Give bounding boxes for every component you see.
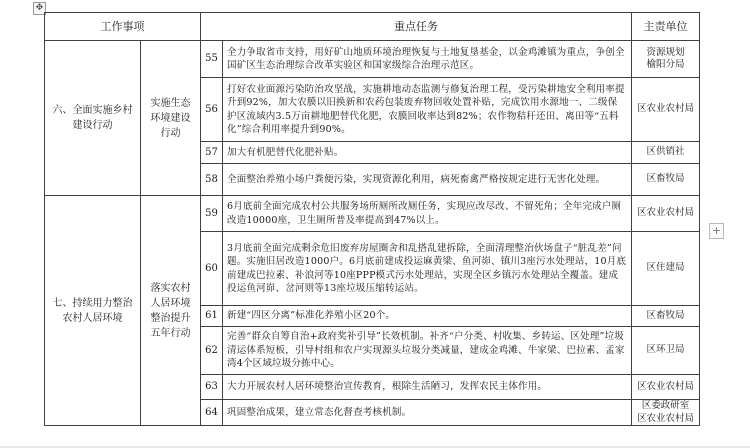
unit-cell <box>632 375 700 400</box>
task-cell: 打好农业面源污染防治攻坚战，实施耕地动态监测与修复治理工程，受污染耕地安全利用率提升到92%，加大农膜以旧换新和农药包装废弃物回收处置补贴，完成饮用水源地一、二级保护区流域内3.5万亩耕地肥替代化肥，农膜回收率达到82%；农作物秸秆还田、离田等“五料化”综合利用率提升到90%。 <box>223 78 632 142</box>
unit-cell <box>632 400 700 426</box>
task-cell: 巩固整治成果，建立常态化督查考核机制。 <box>223 400 632 426</box>
table-row <box>45 196 700 232</box>
move-arrows-icon[interactable]: ✥ <box>33 2 46 15</box>
task-cell: 新建“四区分离”标准化养殖小区20个。 <box>223 306 632 327</box>
tasks-table <box>44 12 700 426</box>
row-number: 56 <box>201 78 223 142</box>
unit-line: 区住建局 <box>646 262 685 274</box>
row-number: 59 <box>201 196 223 232</box>
row-number: 62 <box>201 327 223 375</box>
category-cell: 六、全面实施乡村建设行动 <box>45 41 141 196</box>
header-key-task: 重点任务 <box>201 13 632 41</box>
unit-cell <box>632 196 700 232</box>
table-row <box>45 41 700 78</box>
task-cell: 全面整治养殖小场户粪便污染，实现资源化利用，病死畜禽严格按规定进行无害化处理。 <box>223 164 632 196</box>
task-cell: 大力开展农村人居环境整治宣传教育，根除生活陋习，发挥农民主体作用。 <box>223 375 632 400</box>
task-cell: 全力争取省市支持，用好矿山地质环境治理恢复与土地复垦基金，以金鸡滩镇为重点，争创全国矿区生态治理综合改革实验区和国家级综合治理示范区。 <box>223 41 632 78</box>
unit-cell <box>632 78 700 142</box>
unit-cell <box>632 327 700 375</box>
header-responsible-unit: 主责单位 <box>632 13 700 41</box>
unit-line: 区畜牧局 <box>646 173 685 185</box>
task-cell: 加大有机肥替代化肥补贴。 <box>223 142 632 164</box>
row-number: 58 <box>201 164 223 196</box>
unit-cell <box>632 164 700 196</box>
plus-icon[interactable]: + <box>709 223 724 239</box>
task-cell: 3月底前全面完成剩余危旧废弃房屋圈舍和乱搭乱建拆除，全面清理整治伙场盘子“脏乱差”问题。实施旧居改造1000户。6月底前建成投运麻黄梁、鱼河峁、镇川3座污水处理站，10月底前建成巴拉素、补浪河等10座PPP模式污水处理站，实现全区乡镇污水处理站全覆盖。建成投运鱼河峁、岔河则等13座垃圾压缩转运站。 <box>223 232 632 306</box>
row-number: 57 <box>201 142 223 164</box>
unit-line: 区畜牧局 <box>646 309 685 321</box>
unit-line: 区农业农村局 <box>636 207 694 219</box>
task-cell: 完善“群众自筹自治+政府奖补引导”长效机制。补齐“户分类、村收集、乡转运、区处理”垃圾清运体系短板，引导村组和农户实现源头垃圾分类减量，建成金鸡滩、牛家梁、巴拉素、孟家湾4个区域垃圾分拣中心。 <box>223 327 632 375</box>
row-number: 61 <box>201 306 223 327</box>
unit-cell <box>632 306 700 327</box>
subcategory-cell: 实施生态环境建设行动 <box>141 41 201 196</box>
unit-line: 榆阳分局 <box>646 59 685 70</box>
row-number: 60 <box>201 232 223 306</box>
task-cell: 6月底前全面完成农村公共服务场所厕所改厕任务，实现应改尽改、不留死角；全年完成户厕改造10000座，卫生厕所普及率提高到47%以上。 <box>223 196 632 232</box>
unit-line: 区农业农村局 <box>636 412 694 424</box>
subcategory-cell: 落实农村人居环境整治提升五年行动 <box>141 196 201 426</box>
header-row <box>45 13 700 41</box>
unit-cell <box>632 142 700 164</box>
unit-line: 区委政研室 <box>641 400 690 411</box>
unit-line: 区农业农村局 <box>636 103 694 115</box>
unit-line: 区环卫局 <box>646 344 685 356</box>
header-work-item: 工作事项 <box>45 13 201 41</box>
row-number: 64 <box>201 400 223 426</box>
unit-cell <box>632 41 700 78</box>
unit-line: 资源规划 <box>646 46 685 58</box>
unit-line: 区农业农村局 <box>636 380 694 392</box>
unit-cell <box>632 232 700 306</box>
category-cell: 七、持续用力整治农村人居环境 <box>45 196 141 426</box>
unit-line: 区供销社 <box>646 146 685 158</box>
row-number: 55 <box>201 41 223 78</box>
row-number: 63 <box>201 375 223 400</box>
